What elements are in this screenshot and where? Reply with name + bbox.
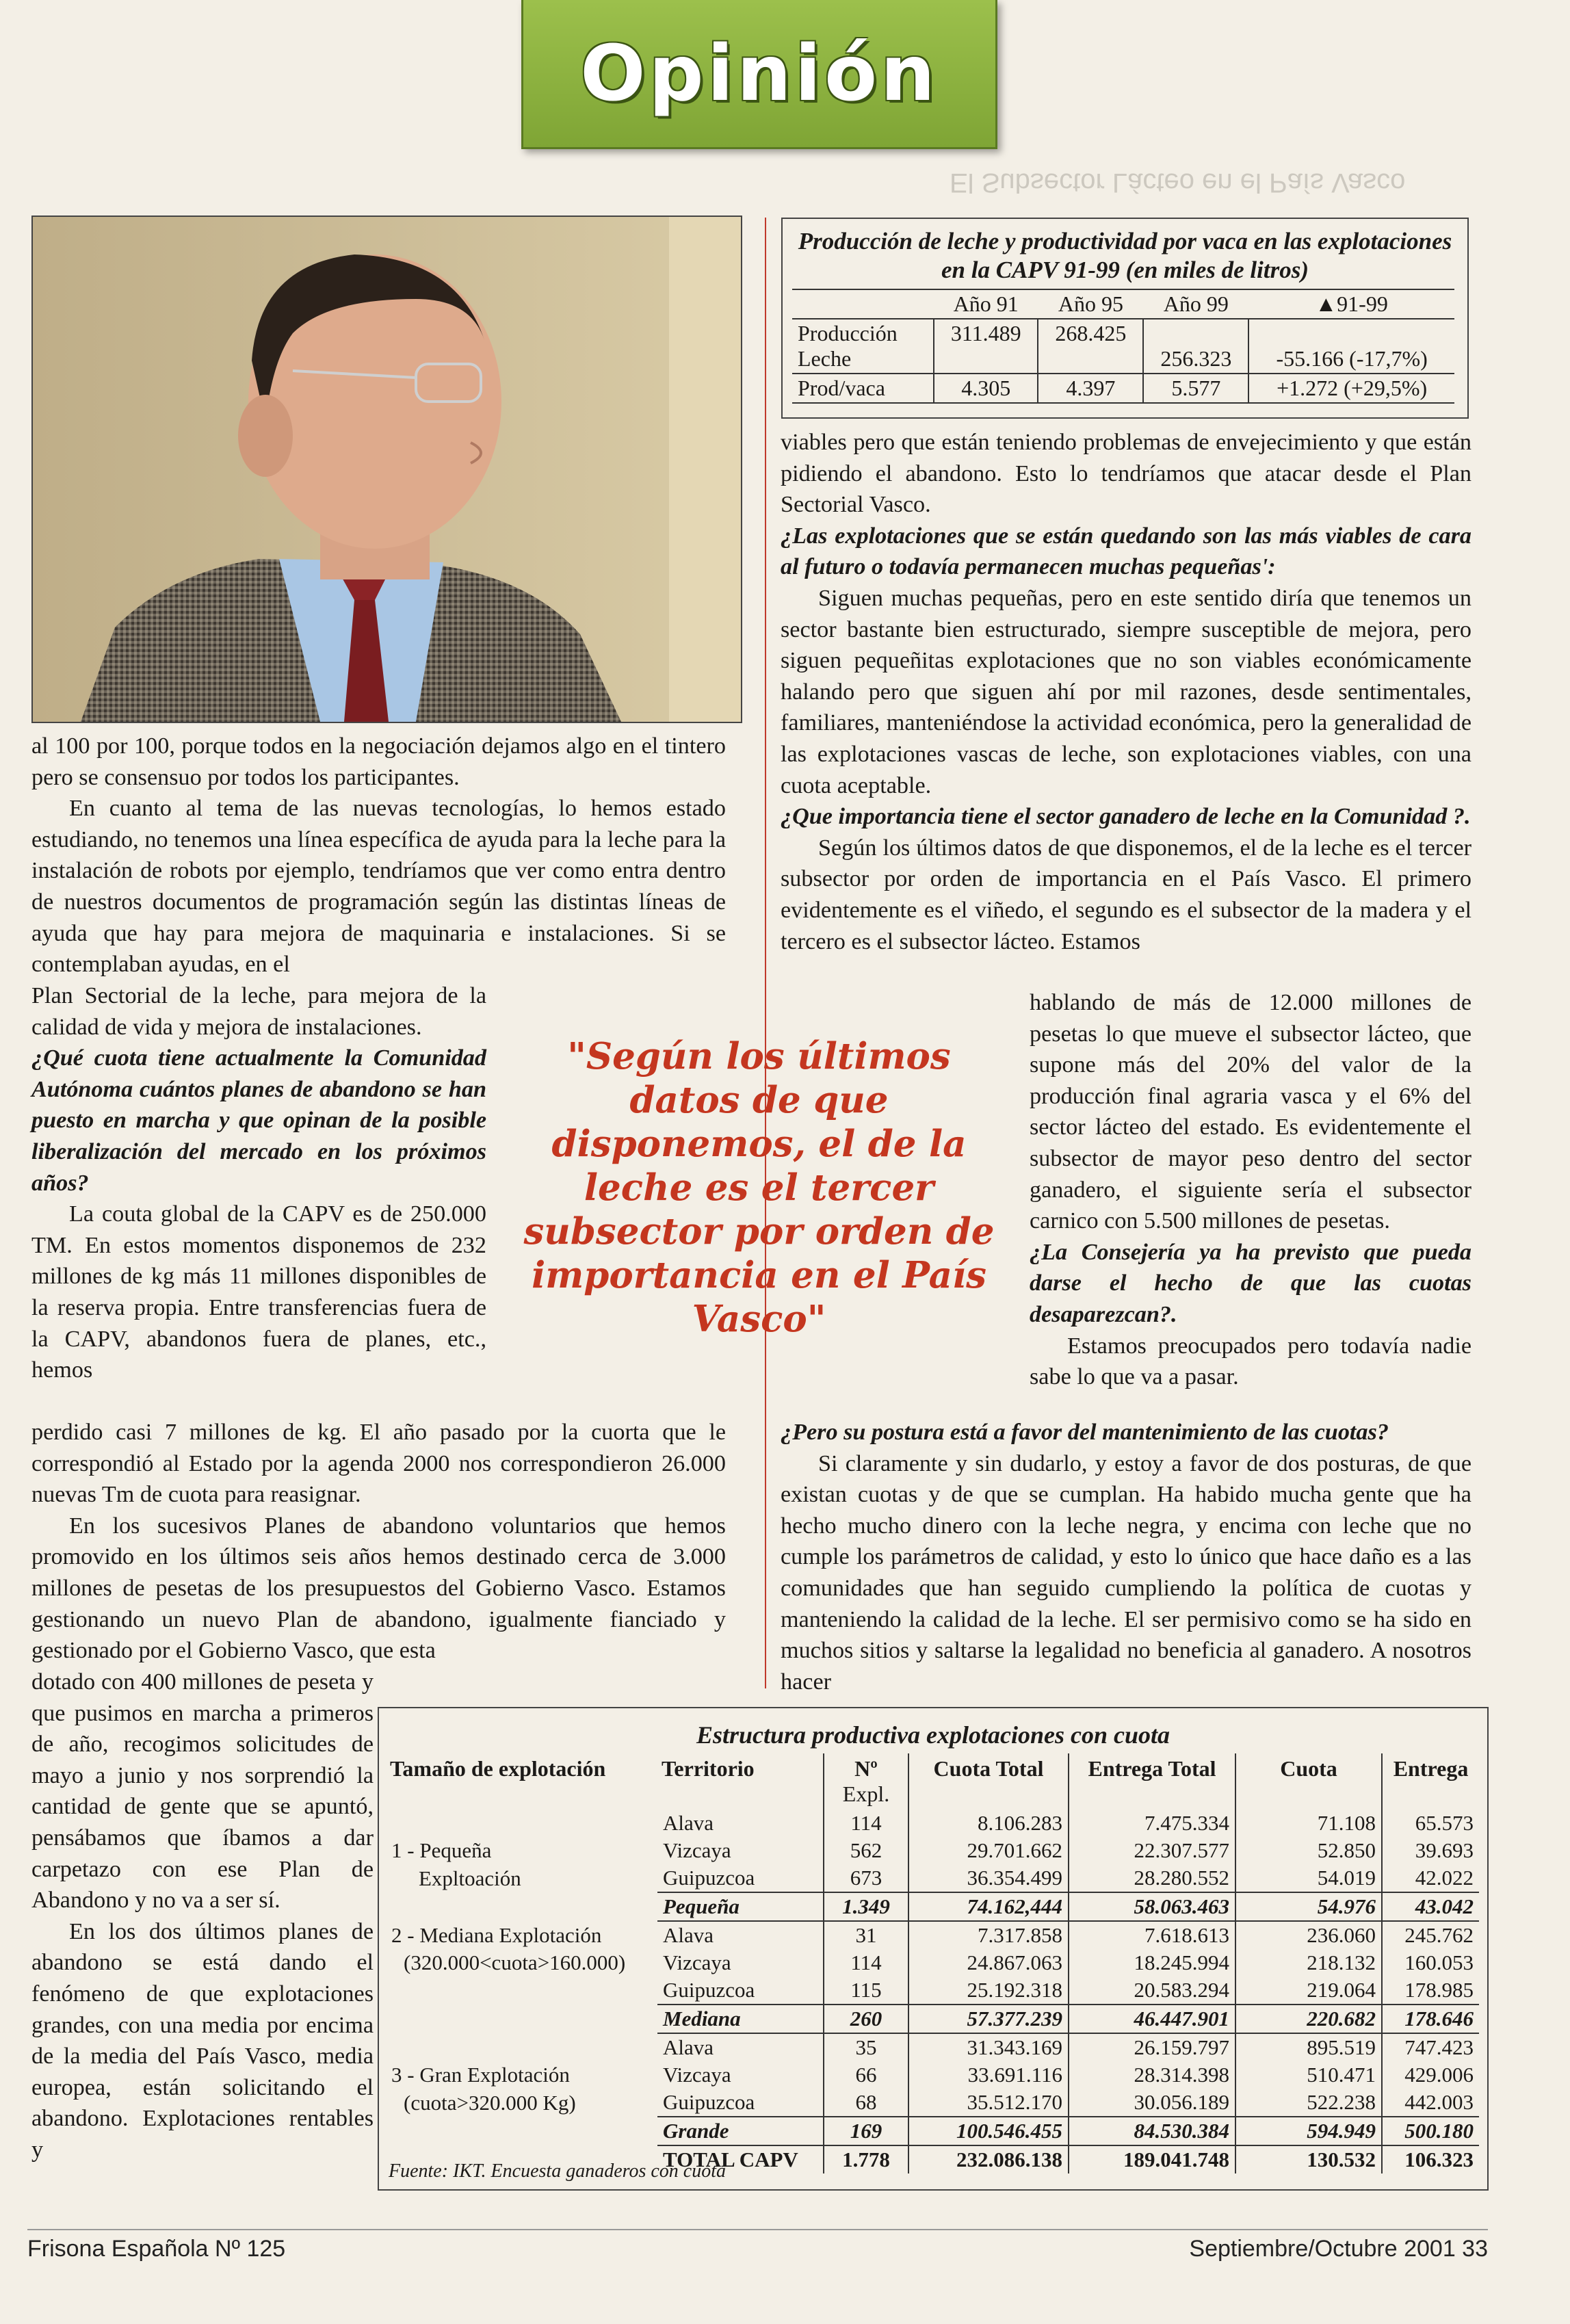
table-cell: 178.985: [1382, 1976, 1479, 2005]
paragraph: Siguen muchas pequeñas, pero en este sentido diría que tenemos un sector bastante bien estructurado, siempre susceptible de mejora, pero siguen pequeñitas explotaciones que no son viables económicamente halando pero que siguen ahí por mil razones, desde sentimentales, familiares, manteniéndose la actividad económica, pero la generalidad de las explotaciones vascas de leche, son explotaciones viables, con una cuota aceptable.: [781, 585, 1471, 798]
table-header-cell: Año 91: [934, 289, 1038, 319]
table-cell: 65.573: [1382, 1810, 1479, 1837]
table-header-cell: Entrega: [1382, 1753, 1479, 1810]
table-cell: 22.307.577: [1069, 1837, 1235, 1864]
table-cell: 895.519: [1235, 2033, 1382, 2061]
size-label: 2 - Mediana Explotación: [391, 1922, 602, 1947]
table-cell: 115: [824, 1976, 908, 2005]
structure-table-header: [386, 1753, 1479, 1810]
table-cell: 100.546.455: [908, 2117, 1069, 2145]
table-row: [386, 2033, 1479, 2061]
table-cell: 236.060: [1235, 1921, 1382, 1949]
table-cell: 219.064: [1235, 1976, 1382, 2005]
table-cell: 268.425: [1038, 319, 1143, 374]
table-cell: 747.423: [1382, 2033, 1479, 2061]
table-row: [386, 1921, 1479, 1949]
table-header-cell: [824, 1753, 908, 1810]
table-row: [792, 319, 1454, 374]
header-n-sub: Expl.: [842, 1781, 890, 1806]
table-cell: 31.343.169: [908, 2033, 1069, 2061]
paragraph: En los dos últimos planes de abandono se está dando el fenómeno de que explotaciones grandes, con una media por encima de la media del País Vasco, media europea, están solicitando el abandono. Explotaciones rentables y: [31, 1918, 374, 2163]
subtotal-row: [386, 2117, 1479, 2145]
column-divider: [765, 218, 766, 1688]
size-label: [386, 1976, 657, 2005]
table-row: [386, 2061, 1479, 2089]
table-cell: 594.949: [1235, 2117, 1382, 2145]
question: ¿Pero su postura está a favor del mantenimiento de las cuotas?: [781, 1420, 1389, 1445]
table-cell: 35: [824, 2033, 908, 2061]
table-cell: 7.475.334: [1069, 1810, 1235, 1837]
table-cell: Alava: [663, 1811, 714, 1835]
paragraph: En los sucesivos Planes de abandono voluntarios que hemos promovido en los últimos seis años hemos destinado cerca de 3.000 millones de pesetas de los presupuestos del Gobierno Vasco. Estamos gestionando un nuevo Plan de abandono, igualmente fianciado y gestionado por el Gobierno Vasco, que esta: [31, 1513, 726, 1664]
table-cell: 218.132: [1235, 1949, 1382, 1976]
table-cell: 25.192.318: [908, 1976, 1069, 2005]
table-cell: 5.577: [1143, 374, 1248, 403]
table-cell: 673: [824, 1864, 908, 1892]
paragraph: viables pero que están teniendo problemas de envejecimiento y que están pidiendo el abandono. Esto lo tendríamos que atacar desde el Plan Sectorial Vasco.: [781, 430, 1471, 518]
table-cell: 54.019: [1235, 1864, 1382, 1892]
table-cell: Guipuzcoa: [663, 1978, 755, 2002]
table-header-cell: Entrega Total: [1069, 1753, 1235, 1810]
structure-table: [378, 1707, 1489, 2191]
table-cell: 52.850: [1235, 1837, 1382, 1864]
size-label: 1 - Pequeña: [391, 1838, 492, 1862]
section-tab: [521, 0, 997, 149]
left-column-narrow: [31, 980, 486, 1386]
size-label: (cuota>320.000 Kg): [404, 2090, 576, 2115]
table-header-cell: ▲91-99: [1248, 289, 1454, 319]
table-cell: 311.489: [934, 319, 1038, 374]
table-cell: 442.003: [1382, 2089, 1479, 2117]
paragraph: dotado con 400 millones de peseta y que pusimos en marcha a primeros de año, recogimos solicitudes de mayo a junio y nos sorprendió la cantidad de gente que se apuntó, pensábamos que íbamos a dar carpetazo con ese Plan de Abandono y no va a ser sí.: [31, 1669, 374, 1914]
question: ¿La Consejería ya ha previsto que pueda darse el hecho de que las cuotas desaparezcan?.: [1030, 1239, 1471, 1327]
table-cell: 28.314.398: [1069, 2061, 1235, 2089]
table-cell: 4.305: [934, 374, 1038, 403]
left-column-mid: [31, 1417, 726, 1667]
table-cell: 7.317.858: [908, 1921, 1069, 1949]
size-label: [386, 1892, 657, 1921]
table-cell: 232.086.138: [908, 2145, 1069, 2173]
table-row: [386, 2089, 1479, 2117]
size-label: [386, 2117, 657, 2145]
left-column-top: [31, 731, 726, 980]
table-cell: 42.022: [1382, 1864, 1479, 1892]
size-label: [386, 2033, 657, 2061]
table-cell: 24.867.063: [908, 1949, 1069, 1976]
table-cell: 29.701.662: [908, 1837, 1069, 1864]
table-cell: 66: [824, 2061, 908, 2089]
table-cell: TOTAL CAPV: [663, 2147, 798, 2171]
question: ¿Las explotaciones que se están quedando son las más viables de cara al futuro o todavía permanecen muchas pequeñas':: [781, 523, 1471, 580]
table-cell: 220.682: [1235, 2005, 1382, 2033]
table-cell: Alava: [663, 1923, 714, 1947]
table-cell: 84.530.384: [1069, 2117, 1235, 2145]
table-cell: Pequeña: [657, 1892, 824, 1921]
date-page-number: Septiembre/Octubre 2001 33: [1189, 2236, 1488, 2262]
production-table: [781, 218, 1469, 419]
table-cell: 30.056.189: [1069, 2089, 1235, 2117]
size-label: (320.000<cuota>160.000): [404, 1950, 626, 1974]
table-cell: 58.063.463: [1069, 1892, 1235, 1921]
table-cell: 114: [824, 1810, 908, 1837]
table-cell: 46.447.901: [1069, 2005, 1235, 2033]
table-cell: 245.762: [1382, 1921, 1479, 1949]
table-header-cell: Año 99: [1143, 289, 1248, 319]
table-cell: 562: [824, 1837, 908, 1864]
table-cell: 74.162,444: [908, 1892, 1069, 1921]
right-column-narrow: [1030, 987, 1471, 1393]
table-row: [386, 1837, 1479, 1864]
table-cell: 114: [824, 1949, 908, 1976]
table-cell: 7.618.613: [1069, 1921, 1235, 1949]
header-n: Nº: [854, 1756, 878, 1781]
table-cell: +1.272 (+29,5%): [1248, 374, 1454, 403]
table-cell: Vizcaya: [663, 2063, 731, 2087]
size-label: Expltoación: [419, 1866, 521, 1890]
table-cell: -55.166 (-17,7%): [1248, 319, 1454, 374]
paragraph: La couta global de la CAPV es de 250.000 TM. En estos momentos disponemos de 232 millones de kg más 11 millones disponibles de la reserva propia. Entre transferencias fuera de la CAPV, abandonos fuera de planes, etc., hemos: [31, 1201, 486, 1383]
structure-table-caption: Estructura productiva explotaciones con cuota: [696, 1721, 1170, 1749]
table-cell: 510.471: [1235, 2061, 1382, 2089]
table-header-cell: Cuota: [1235, 1753, 1382, 1810]
ghost-header: El Subsector Lácteo en el País Vasco: [950, 168, 1406, 198]
question: ¿Que importancia tiene el sector ganadero de leche en la Comunidad ?.: [781, 804, 1471, 830]
paragraph: hablando de más de 12.000 millones de pesetas lo que mueve el subsector lácteo, que supone más del 20% del valor de la producción final agraria vasca y el 6% del sector lácteo del estado. Es evidentemente el subsector de mayor peso dentro del sector ganadero, el siguiente sería el subsector carnico con 5.500 millones de pesetas.: [1030, 990, 1471, 1234]
table-cell: Vizcaya: [663, 1950, 731, 1974]
table-row: [386, 1810, 1479, 1837]
table-cell: Vizcaya: [663, 1838, 731, 1862]
table-cell: 39.693: [1382, 1837, 1479, 1864]
table-cell: Mediana: [657, 2005, 824, 2033]
table-header-cell: Tamaño de explotación: [390, 1756, 606, 1781]
size-label: 3 - Gran Explotación: [391, 2063, 570, 2087]
table-cell: 33.691.116: [908, 2061, 1069, 2089]
table-cell: 35.512.170: [908, 2089, 1069, 2117]
table-row: [792, 374, 1454, 403]
row-label: Producción Leche: [792, 319, 934, 374]
size-label: [386, 2005, 657, 2033]
question: ¿Qué cuota tiene actualmente la Comunidad Autónoma cuántos planes de abandono se han puesto en marcha y que opinan de la posible liberalización del mercado en los próximos años?: [31, 1045, 486, 1196]
magazine-issue: Frisona Española Nº 125: [27, 2236, 286, 2262]
production-table-caption: Producción de leche y productividad por vaca en las explotaciones en la CAPV 91-99 (en miles de litros): [798, 228, 1452, 283]
paragraph: perdido casi 7 millones de kg. El año pasado por la cuorta que le correspondió al Estado por la agenda 2000 nos correspondieron 26.000 nuevas Tm de cuota para reasignar.: [31, 1420, 726, 1508]
table-cell: 18.245.994: [1069, 1949, 1235, 1976]
table-source: Fuente: IKT. Encuesta ganaderos con cuota: [389, 2160, 727, 2182]
table-cell: 20.583.294: [1069, 1976, 1235, 2005]
table-cell: 429.006: [1382, 2061, 1479, 2089]
production-table-header: [792, 289, 1454, 319]
table-header-cell: Cuota Total: [908, 1753, 1069, 1810]
table-cell: 260: [824, 2005, 908, 2033]
table-header-cell: [792, 289, 934, 319]
right-column-top: [781, 427, 1471, 957]
subtotal-row: [386, 2005, 1479, 2033]
table-cell: 178.646: [1382, 2005, 1479, 2033]
table-cell: 256.323: [1143, 319, 1248, 374]
paragraph: al 100 por 100, porque todos en la negociación dejamos algo en el tintero pero se consensuo por todos los participantes.: [31, 733, 726, 790]
table-cell: 1.349: [824, 1892, 908, 1921]
table-cell: 160.053: [1382, 1949, 1479, 1976]
table-cell: 26.159.797: [1069, 2033, 1235, 2061]
table-cell: 54.976: [1235, 1892, 1382, 1921]
paragraph: En cuanto al tema de las nuevas tecnologías, lo hemos estado estudiando, no tenemos una línea específica de ayuda para la leche para la instalación de robots por ejemplo, tendríamos que ver como entra dentro de nuestros documentos de programación según las distintas líneas de ayuda que hay para mejora de maquinaria e instalaciones. Si se contemplaban ayudas, en el: [31, 796, 726, 978]
subtotal-row: [386, 1892, 1479, 1921]
paragraph: Según los últimos datos de que disponemos, el de la leche es el tercer subsector por orden de importancia en el País Vasco. El primero evidentemente es el viñedo, el segundo es el subsector de la madera y el tercero es el subsector lácteo. Estamos: [781, 835, 1471, 954]
row-label: Prod/vaca: [792, 374, 934, 403]
table-cell: Guipuzcoa: [663, 1866, 755, 1890]
left-column-bottom: [31, 1667, 374, 2166]
table-cell: 106.323: [1382, 2145, 1479, 2173]
table-cell: 4.397: [1038, 374, 1143, 403]
table-cell: Grande: [657, 2117, 824, 2145]
table-cell: Guipuzcoa: [663, 2090, 755, 2114]
table-cell: 8.106.283: [908, 1810, 1069, 1837]
table-row: [386, 1949, 1479, 1976]
table-cell: 28.280.552: [1069, 1864, 1235, 1892]
page-footer: [27, 2229, 1488, 2267]
table-row: [386, 1864, 1479, 1892]
table-cell: 36.354.499: [908, 1864, 1069, 1892]
paragraph: Si claramente y sin dudarlo, y estoy a favor de dos posturas, de que existan cuotas y de que se cumplan. Ha habido mucha gente que ha hecho mucho dinero con la leche negra, y encima con leche que no cumple los parámetros de calidad, y esto lo único que hace daño es a las comunidades que han seguido cumpliendo la política de cuotas y manteniendo la calidad de la leche. El ser permisivo como se ha sido en muchos sitios y saltarse la legalidad no beneficia al ganadero. A nosotros hacer: [781, 1450, 1471, 1695]
table-cell: 71.108: [1235, 1810, 1382, 1837]
pull-quote: "Según los últimos datos de que disponemos, el de la leche es el tercer subsector por orden de importancia en el País Vasco": [523, 1035, 995, 1340]
size-label: [386, 1810, 657, 1837]
interview-photo: [31, 216, 742, 723]
table-cell: 189.041.748: [1069, 2145, 1235, 2173]
paragraph: Estamos preocupados pero todavía nadie sabe lo que va a pasar.: [1030, 1333, 1471, 1390]
table-cell: 169: [824, 2117, 908, 2145]
table-cell: 130.532: [1235, 2145, 1382, 2173]
table-cell: 43.042: [1382, 1892, 1479, 1921]
table-cell: 500.180: [1382, 2117, 1479, 2145]
table-cell: 57.377.239: [908, 2005, 1069, 2033]
table-header-cell: Territorio: [662, 1756, 755, 1781]
table-cell: 1.778: [824, 2145, 908, 2173]
paragraph: Plan Sectorial de la leche, para mejora de la calidad de vida y mejora de instalaciones.: [31, 983, 486, 1040]
table-row: [386, 1976, 1479, 2005]
table-cell: Alava: [663, 2035, 714, 2059]
table-header-cell: Año 95: [1038, 289, 1143, 319]
section-title: Opinión: [580, 29, 939, 118]
table-cell: 522.238: [1235, 2089, 1382, 2117]
right-column-bottom: [781, 1417, 1471, 1697]
table-cell: 31: [824, 1921, 908, 1949]
table-cell: 68: [824, 2089, 908, 2117]
